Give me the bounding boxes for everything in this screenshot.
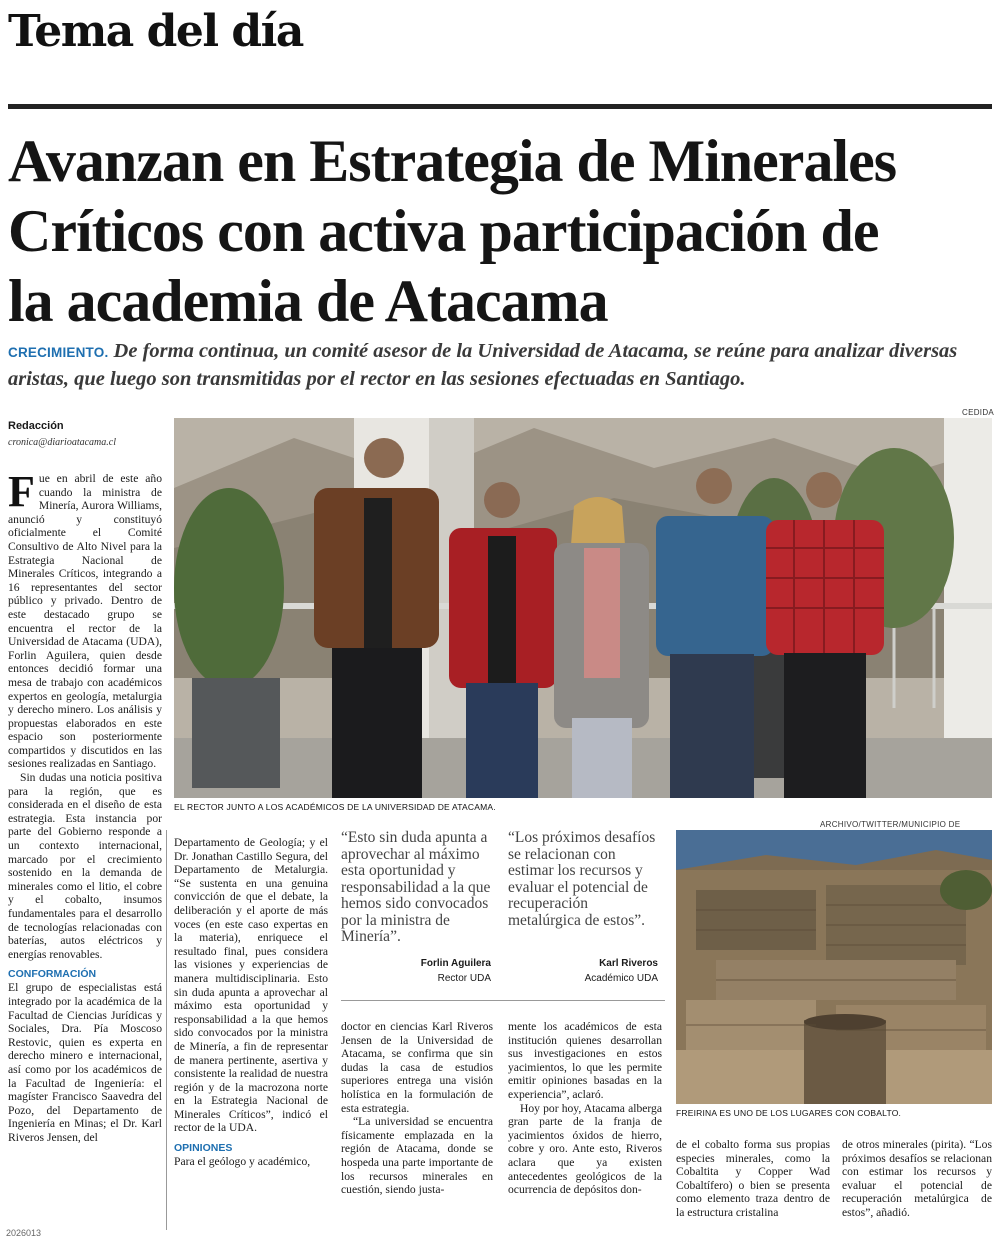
photo1-caption: EL RECTOR JUNTO A LOS ACADÉMICOS DE LA UNIVERSIDAD DE ATACAMA. <box>174 802 496 812</box>
col1-p1: ue en abril de este año cuando la ministra de Minería, Aurora Williams, anunció y constituyó oficialmente el Comité Consultivo de Alto Nivel para la Estrategia Nacional de Minerales Críticos, integrando a 16 representantes del sector público y privado. Dentro de este destacado grupo se encuentra el rector de la Universidad de Atacama (UDA), Forlin Aguilera, quien desde entonces decidió formar una mesa de trabajo con académicos expertos en geología, metalurgia y derecho minero. Los análisis y propuestas elaborados en este espacio son posteriormente compartidos y discutidos en las sesiones realizadas en Santiago. <box>8 472 162 771</box>
photo2-credit: ARCHIVO/TWITTER/MUNICIPIO DE <box>820 820 961 829</box>
pull-quote-2: “Los próximos desafíos se relacionan con estimar los recursos y evaluar el potencial de recuperación metalúrgica de estos”. <box>508 829 656 929</box>
deck-kicker: CRECIMIENTO. <box>8 345 109 360</box>
pull-quote-1: “Esto sin duda apunta a aprovechar al máximo esta oportunidad y responsabilidad a la que hemos sido convocados por la ministra de Minería”. <box>341 829 491 945</box>
pull-quote-2-name: Karl Riveros <box>599 958 658 969</box>
col4-p1: mente los académicos de esta institución quienes desarrollan sus investigaciones en estos yacimientos, lo que les permite emitir opiniones basadas en la experiencia”, aclaró. <box>508 1020 662 1101</box>
deck-text: De forma continua, un comité asesor de la Universidad de Atacama, se reúne para analizar diversas aristas, que luego son transmitidas por el rector en las sesiones efectuadas en Santiago. <box>8 340 958 390</box>
dropcap: F <box>8 467 35 516</box>
photo1-credit: CEDIDA <box>962 408 995 417</box>
byline-email[interactable]: cronica@diarioatacama.cl <box>8 437 116 448</box>
column-3 <box>341 1020 493 1197</box>
headline <box>8 126 992 336</box>
pull-quote-2-role: Académico UDA <box>584 973 658 984</box>
headline-line-3: la academia de Atacama <box>8 268 608 334</box>
headline-line-1: Avanzan en Estrategia de Minerales <box>8 128 897 194</box>
freirina-photo-image <box>676 830 992 1104</box>
column-5 <box>676 1138 830 1220</box>
group-photo-image <box>174 418 992 798</box>
col2-p2: Para el geólogo y académico, <box>174 1155 311 1169</box>
photo2-caption: FREIRINA ES UNO DE LOS LUGARES CON COBALTO. <box>676 1108 902 1118</box>
col6-p1: de otros minerales (pirita). “Los próximos desafíos se relacionan con estimar los recursos y evaluar el potencial de recuperación metalúrgica de estos”, añadió. <box>842 1138 992 1219</box>
subhead-conformacion: CONFORMACIÓN <box>8 968 97 981</box>
column-1 <box>8 467 162 1145</box>
col2-p1: Departamento de Geología; y el Dr. Jonathan Castillo Segura, del Departamento de Metalurgia. “Se sustenta en una genuina convicción de que el debate, la deliberación y el aporte de más voces (en este caso expertas en la materia), enriquece el resultado final, pues considera las visiones y experiencias de manera multidisciplinaria. Esto sin duda apunta a aprovechar al máximo esta oportunidad y responsabilidad a la que hemos sido convocados por la ministra de Minería, a fin de representar de manera pertinente, asertiva y consistente la realidad de nuestra región y de la macrozona norte en la Estrategia Nacional de Minerales Críticos”, indicó el rector de la UDA. <box>174 836 328 1135</box>
deck <box>8 338 992 393</box>
freirina-photo <box>676 830 992 1104</box>
group-photo <box>174 418 992 798</box>
subhead-opiniones: OPINIONES <box>174 1142 233 1155</box>
quote-rule <box>341 1000 665 1001</box>
col3-p1: doctor en ciencias Karl Riveros Jensen de la Universidad de Atacama, se confirma que sin dudas la casa de estudios superiores entrega una visión holística en la formulación de esta estrategia. <box>341 1020 493 1115</box>
headline-line-2: Críticos con activa participación de <box>8 198 879 264</box>
pull-quote-1-role: Rector UDA <box>437 973 491 984</box>
pull-quote-1-name: Forlin Aguilera <box>420 958 491 969</box>
col3-p2: “La universidad se encuentra físicamente emplazada en la región de Atacama, donde se hospeda una parte importante de los recursos minerales en cuestión, siendo justa- <box>341 1115 493 1197</box>
top-rule <box>8 104 992 109</box>
column-divider <box>166 830 167 1230</box>
col5-p1: de el cobalto forma sus propias especies minerales, como la Cobaltita y Copper Wad Cobaltífero) o bien se presenta como elemento traza dentro de la estructura cristalina <box>676 1138 830 1219</box>
column-6 <box>842 1138 992 1220</box>
col4-p2: Hoy por hoy, Atacama alberga gran parte de la franja de yacimientos óxidos de hierro, cobre y oro. Ante esto, Riveros aclara que ya existen antecedentes geológicos de la ocurrencia de depósitos don- <box>508 1101 662 1197</box>
column-4 <box>508 1020 662 1197</box>
col1-p2: Sin dudas una noticia positiva para la región, que es considerada en el diseño de esta estrategia. Esta instancia por parte del Gobierno responde a un contexto internacional, marcado por el crecimiento sostenido en la demanda de minerales como el litio, el cobre y el cobalto, insumos fundamentales para el desarrollo de tecnologías relacionadas con baterías, autos eléctricos y energías renovables. <box>8 771 162 961</box>
column-2 <box>174 836 328 1169</box>
section-title: Tema del día <box>8 6 303 57</box>
byline-author: Redacción <box>8 420 64 432</box>
footer-code: 2026013 <box>6 1228 42 1238</box>
col1-p3: El grupo de especialistas está integrado por la académica de la Facultad de Ciencias Jurídicas y Sociales, Dra. Pía Moscoso Restovic, quien es experta en derecho minero e internacional, así como por los académicos de la Facultad de Ingeniería: el magíster Francisco Saavedra del Pozo, del Departamento de Ingeniería en Minas; el Dr. Karl Riveros Jensen, del <box>8 981 162 1144</box>
